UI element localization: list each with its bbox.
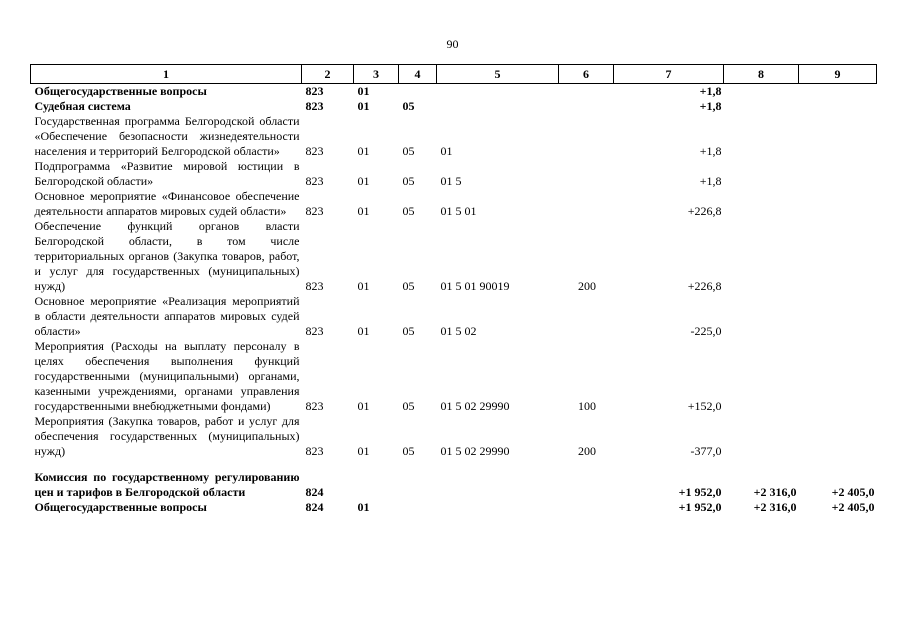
table-row [31,114,877,159]
cell-expense-type: 200 [578,279,596,293]
column-header: 8 [724,65,799,84]
cell-section: 01 [357,99,370,113]
cell-sum-3 [799,189,877,219]
cell-target: 01 5 01 [440,204,477,218]
cell-subsection: 05 [402,399,415,413]
column-header: 1 [31,65,302,84]
row-name: Подпрограмма «Развитие мировой юстиции в Белгородской области» [34,159,300,188]
cell-sum-1: +1,8 [699,84,722,98]
cell-sum-1: +1 952,0 [678,485,722,499]
cell-section: 01 [357,174,370,188]
cell-subsection: 05 [402,279,415,293]
cell-sum-1: +226,8 [687,204,722,218]
cell-sum-3 [799,84,877,100]
cell-subsection [399,459,437,500]
cell-ministry: 823 [305,84,324,98]
cell-expense-type [559,294,614,339]
row-name: Комиссия по государственному регулированию цен и тарифов в Белгородской области [34,470,300,499]
table-row [31,219,877,294]
cell-sum-2: +2 316,0 [753,485,797,499]
table-row [31,159,877,189]
cell-ministry: 823 [305,144,324,158]
row-name: Основное мероприятие «Реализация мероприятий в области деятельности аппаратов мировых судей области» [34,294,300,338]
cell-subsection [399,500,437,515]
cell-sum-2 [724,339,799,414]
row-name: Общегосударственные вопросы [34,84,207,98]
cell-sum-1: +152,0 [687,399,722,413]
column-header: 9 [799,65,877,84]
cell-sum-1: -225,0 [690,324,722,338]
cell-sum-2: +2 316,0 [753,500,797,514]
cell-target [437,459,559,500]
cell-section: 01 [357,324,370,338]
cell-sum-2 [724,189,799,219]
column-header: 6 [559,65,614,84]
cell-ministry: 823 [305,99,324,113]
cell-sum-2 [724,99,799,114]
cell-target: 01 5 01 90019 [440,279,510,293]
cell-sum-3 [799,339,877,414]
cell-sum-1: +1 952,0 [678,500,722,514]
cell-sum-2 [724,114,799,159]
row-name: Мероприятия (Закупка товаров, работ и услуг для обеспечения государственных (муниципальных) нужд) [34,414,300,458]
column-header: 4 [399,65,437,84]
cell-target [437,500,559,515]
cell-subsection: 05 [402,174,415,188]
table-row [31,414,877,459]
cell-section: 01 [357,204,370,218]
budget-table [30,64,877,515]
cell-sum-2 [724,159,799,189]
cell-expense-type [559,99,614,114]
cell-section: 01 [357,500,370,514]
cell-target: 01 5 02 29990 [440,399,510,413]
cell-expense-type: 200 [578,444,596,458]
table-row [31,189,877,219]
row-name: Государственная программа Белгородской области «Обеспечение безопасности жизнедеятельности населения и территорий Белгородской области» [34,114,300,158]
cell-expense-type: 100 [578,399,596,413]
cell-sum-2 [724,414,799,459]
cell-ministry: 824 [305,485,324,499]
cell-section: 01 [357,399,370,413]
cell-section: 01 [357,84,370,98]
table-row [31,294,877,339]
cell-ministry: 823 [305,324,324,338]
cell-ministry: 824 [305,500,324,514]
cell-ministry: 823 [305,444,324,458]
cell-subsection: 05 [402,204,415,218]
cell-expense-type [559,459,614,500]
cell-sum-2 [724,294,799,339]
cell-target: 01 [440,144,453,158]
table-row [31,339,877,414]
cell-sum-3 [799,99,877,114]
column-header: 3 [354,65,399,84]
cell-expense-type [559,84,614,100]
cell-target [437,99,559,114]
cell-section: 01 [357,444,370,458]
column-header: 5 [437,65,559,84]
cell-expense-type [559,114,614,159]
row-name: Судебная система [34,99,131,113]
cell-expense-type [559,159,614,189]
cell-sum-1: +1,8 [699,174,722,188]
cell-sum-3: +2 405,0 [831,485,875,499]
cell-target: 01 5 02 29990 [440,444,510,458]
cell-section: 01 [357,144,370,158]
cell-subsection [399,84,437,100]
cell-sum-1: +1,8 [699,99,722,113]
cell-sum-1: +226,8 [687,279,722,293]
cell-sum-1: -377,0 [690,444,722,458]
cell-sum-3: +2 405,0 [831,500,875,514]
table-row [31,459,877,500]
cell-expense-type [559,500,614,515]
cell-target [437,84,559,100]
table-header-row [31,65,877,84]
row-name: Основное мероприятие «Финансовое обеспечение деятельности аппаратов мировых судей области» [34,189,300,218]
column-header: 2 [302,65,354,84]
cell-sum-2 [724,219,799,294]
cell-ministry: 823 [305,174,324,188]
cell-sum-2 [724,84,799,100]
row-name: Обеспечение функций органов власти Белгородской области, в том числе территориальных органов (Закупка товаров, работ, и услуг для государственных (муниципальных) нужд) [34,219,300,293]
cell-ministry: 823 [305,204,324,218]
cell-ministry: 823 [305,399,324,413]
cell-ministry: 823 [305,279,324,293]
cell-subsection: 05 [402,324,415,338]
column-header: 7 [614,65,724,84]
cell-subsection: 05 [402,444,415,458]
cell-sum-3 [799,219,877,294]
cell-section [354,459,399,500]
cell-sum-3 [799,114,877,159]
table-row [31,99,877,114]
cell-section: 01 [357,279,370,293]
cell-target: 01 5 [440,174,462,188]
cell-sum-1: +1,8 [699,144,722,158]
cell-sum-3 [799,414,877,459]
cell-subsection: 05 [402,144,415,158]
cell-sum-3 [799,294,877,339]
table-row [31,500,877,515]
row-name: Мероприятия (Расходы на выплату персоналу в целях обеспечения выполнения функций государственными (муниципальными) органами, казенными учреждениями, органами управления государственными внебюджетными фондами) [34,339,300,413]
page-number: 90 [446,37,459,51]
cell-subsection: 05 [402,99,415,113]
cell-target: 01 5 02 [440,324,477,338]
table-row [31,84,877,100]
cell-sum-3 [799,159,877,189]
cell-expense-type [559,189,614,219]
row-name: Общегосударственные вопросы [34,500,207,514]
